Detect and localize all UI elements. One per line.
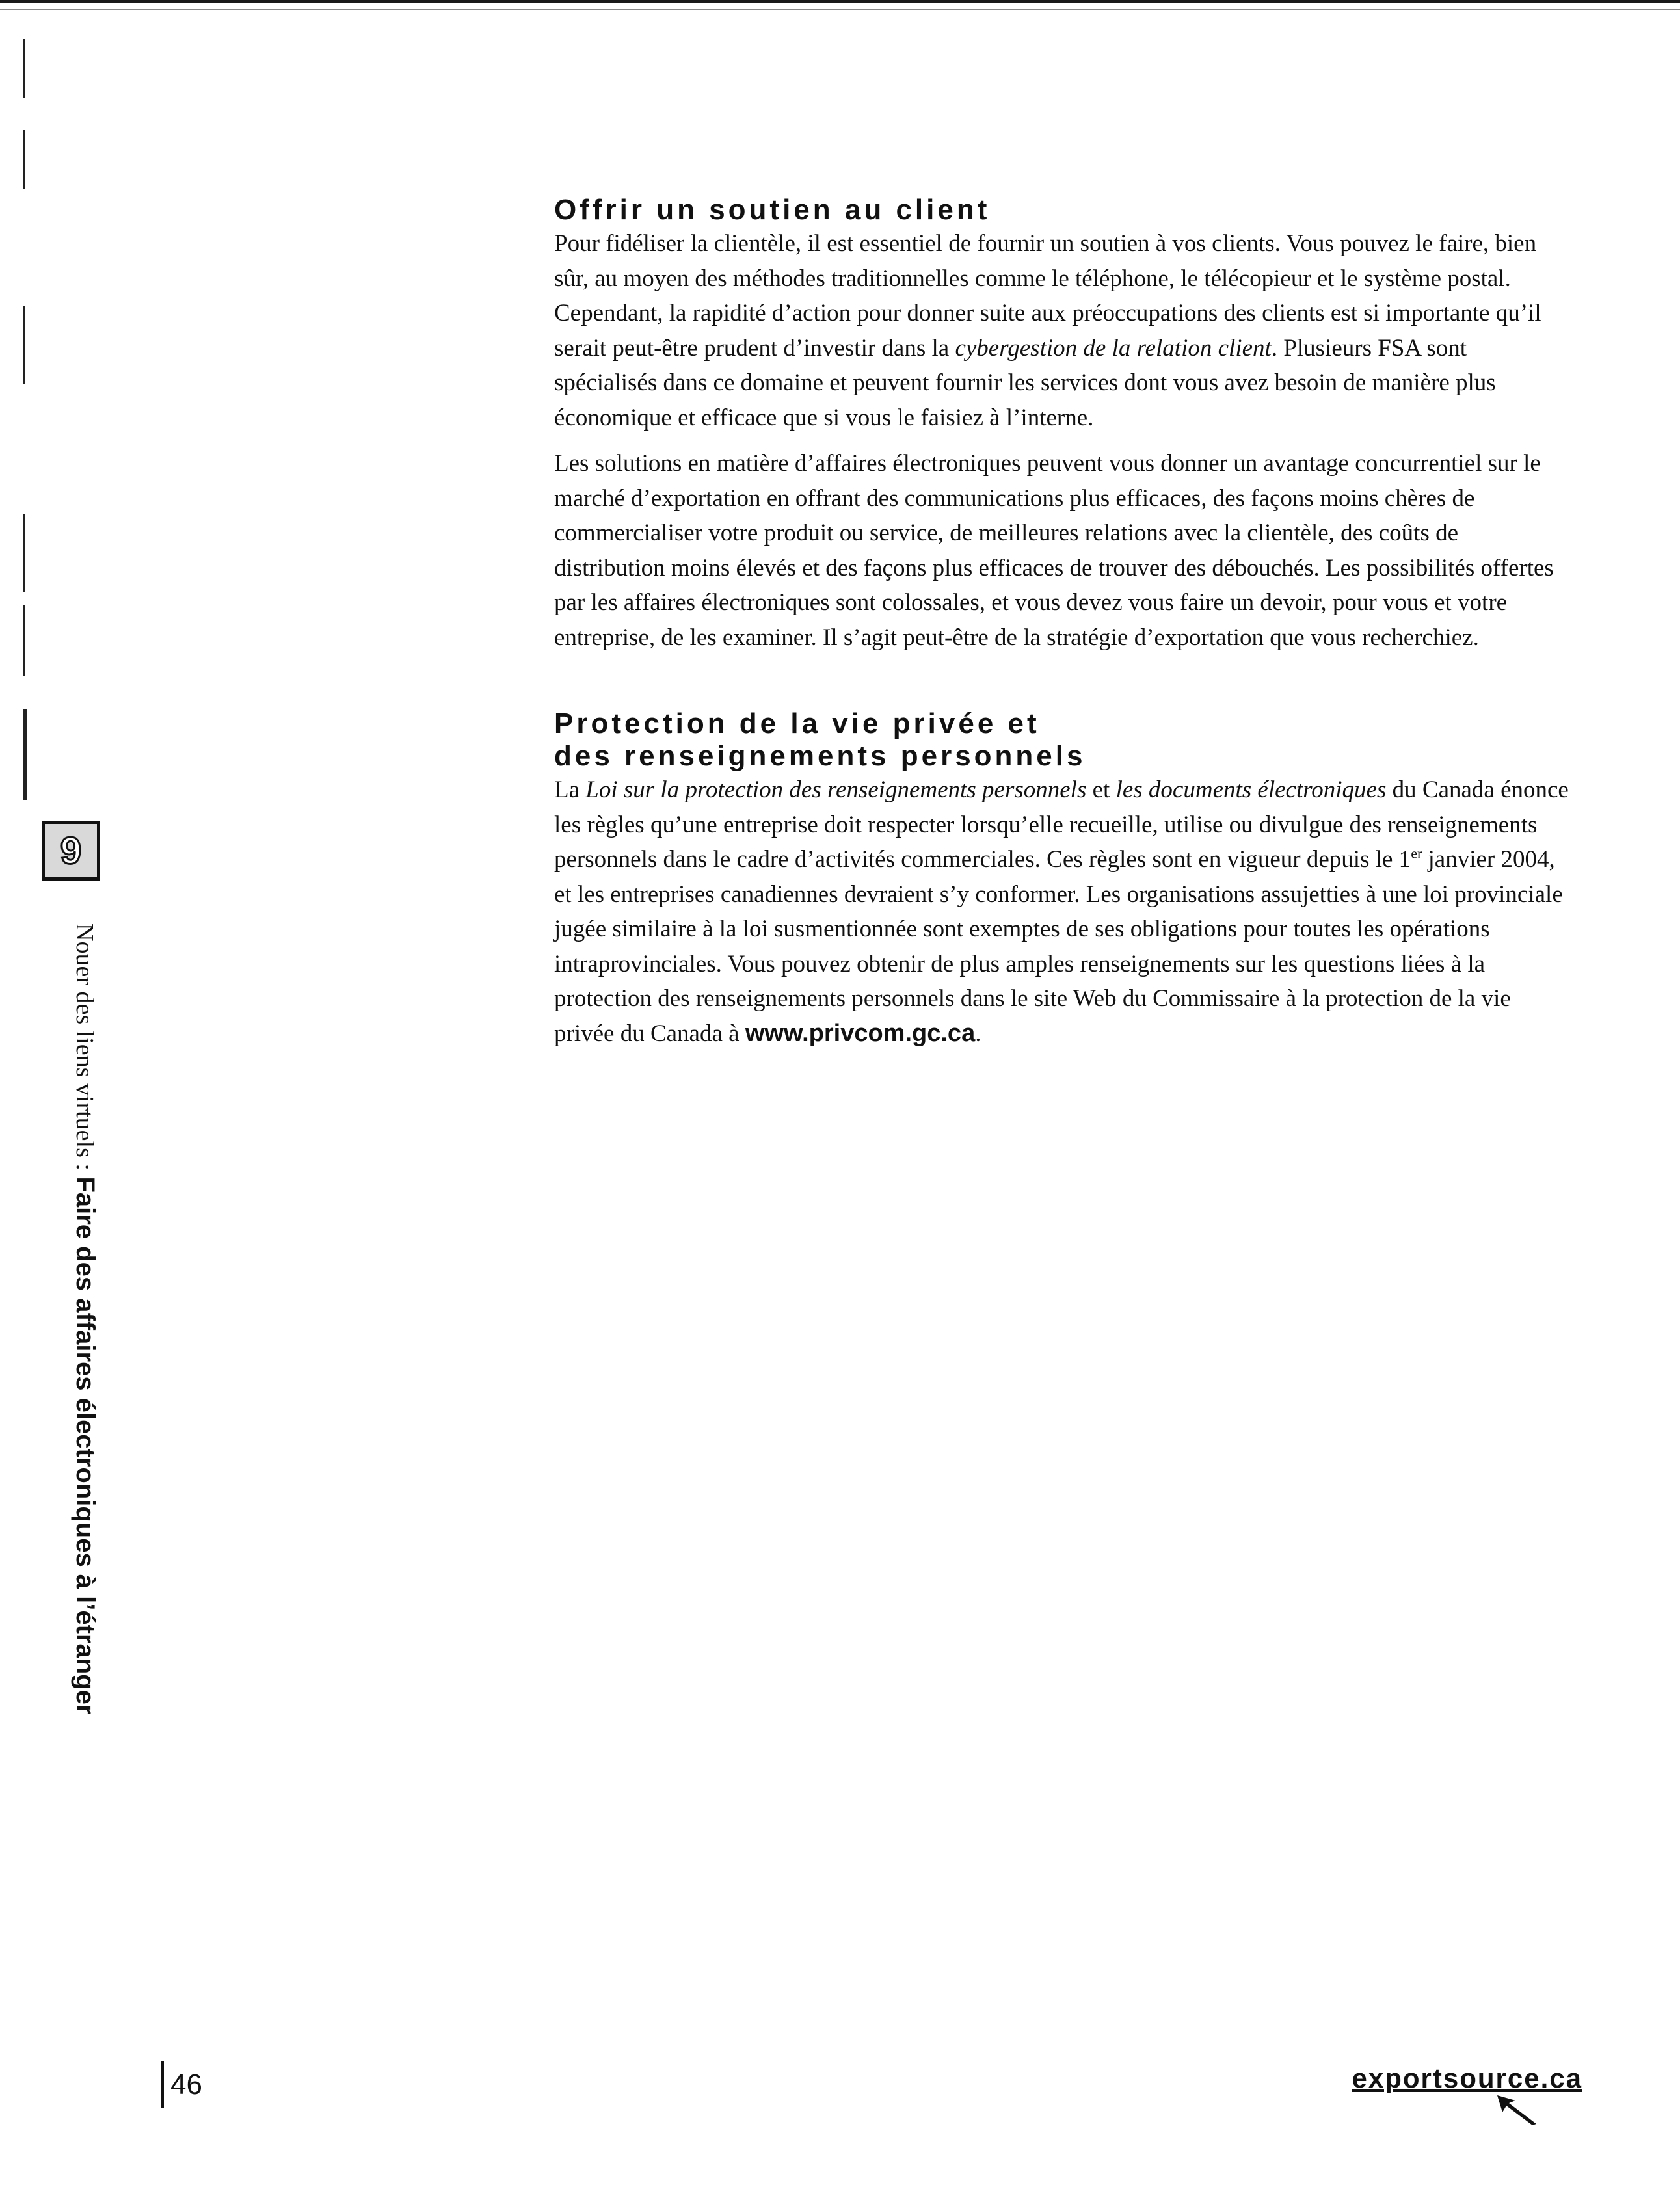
- scan-edge-mark: [23, 709, 27, 800]
- section-heading: Offrir un soutien au client: [554, 194, 991, 226]
- paragraph: Les solutions en matière d’affaires électroniques peuvent vous donner un avantage concurrentiel sur le marché d’exportation en offrant des communications plus efficaces, des façons moins chères de commercialiser votre produit ou service, de meilleures relations avec la clientèle, des coûts de distribution moins élevés et des façons plus efficaces de trouver des débouchés. Les possibilités offertes par les affaires électroniques sont colossales, et vous devez vous faire un devoir, pour vous et votre entreprise, de les examiner. Il s’agit peut-être de la stratégie d’exportation que vous recherchiez.: [554, 450, 1554, 651]
- scan-edge-mark: [23, 39, 25, 98]
- running-title-vertical: [64, 923, 101, 1714]
- page-number: 46: [161, 2061, 202, 2108]
- heading-line: des renseignements personnels: [554, 740, 1086, 772]
- section-privacy: [554, 708, 1569, 1051]
- paragraph: La Loi sur la protection des renseignements personnels et les documents électroniques du Canada énonce les règles qu’une entreprise doit respecter lorsqu’elle recueille, utilise ou divulgue des renseignements personnels dans le cadre d’activités commerciales. Ces règles sont en vigueur depuis le 1er janvier 2004, et les entreprises canadiennes devraient s’y conformer. Les organisations assujetties à une loi provinciale jugée similaire à la loi susmentionnée sont exemptes de ses obligations pour toutes les opérations intraprovinciales. Vous pouvez obtenir de plus amples renseignements sur les questions liées à la protection des renseignements personnels dans le site Web du Commissaire à la protection de la vie privée du Canada à www.privcom.gc.ca.: [554, 776, 1569, 1047]
- chapter-number: 9: [60, 829, 82, 872]
- scan-edge-mark: [23, 605, 25, 676]
- heading-line: Protection de la vie privée et: [554, 708, 1040, 739]
- scan-top-line: [0, 9, 1680, 10]
- scan-edge-mark: [23, 514, 25, 592]
- running-title-regular: Nouer des liens virtuels :: [71, 923, 98, 1177]
- chapter-number-badge: [42, 821, 100, 881]
- site-link[interactable]: exportsource.ca: [1352, 2063, 1582, 2093]
- privcom-link[interactable]: www.privcom.gc.ca: [745, 1019, 976, 1047]
- section-heading: [554, 708, 1569, 773]
- scan-edge-mark: [23, 130, 25, 189]
- scan-top-border: [0, 0, 1680, 3]
- scan-edge-mark: [23, 306, 25, 384]
- arrow-cursor-icon: [1496, 2094, 1541, 2127]
- main-content: [554, 194, 1569, 1062]
- running-title-bold: Faire des affaires électroniques à l’étranger: [71, 1176, 100, 1715]
- paragraph: Pour fidéliser la clientèle, il est essentiel de fournir un soutien à vos clients. Vous pouvez le faire, bien sûr, au moyen des méthodes traditionnelles comme le téléphone, le télécopieur et le système postal. Cependant, la rapidité d’action pour donner suite aux préoccupations des clients est si importante qu’il serait peut-être prudent d’investir dans la cybergestion de la relation client. Plusieurs FSA sont spécialisés dans ce domaine et peuvent fournir les services dont vous avez besoin de manière plus économique et efficace que si vous le faisiez à l’interne.: [554, 230, 1541, 431]
- section-customer-support: [554, 194, 1569, 655]
